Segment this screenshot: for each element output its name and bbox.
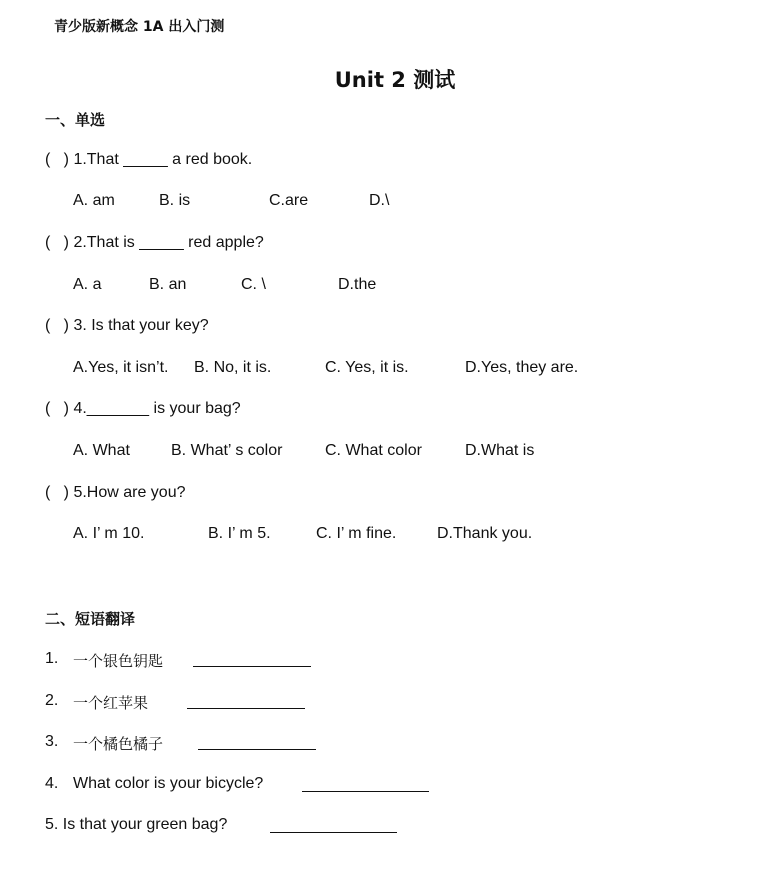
translation-3-blank[interactable] [198, 749, 316, 750]
q4-option-b: B. What’ s color [171, 442, 283, 459]
question-5: ( ) 5.How are you? [45, 484, 186, 501]
document-header: 青少版新概念 1A 出入门测 [54, 19, 225, 35]
question-4: ( ) 4._______ is your bag? [45, 400, 241, 417]
q5-option-a: A. I’ m 10. [73, 525, 145, 542]
translation-2-text: 一个红苹果 [73, 694, 149, 712]
translation-4-blank[interactable] [302, 791, 429, 792]
q3-option-d: D.Yes, they are. [465, 359, 579, 376]
translation-5-blank[interactable] [270, 832, 397, 833]
page-title: Unit 2 测试 [334, 68, 456, 92]
section-heading-single-choice: 一、单选 [45, 111, 106, 129]
translation-1-text: 一个银色钥匙 [73, 652, 164, 670]
q5-option-d: D.Thank you. [437, 525, 533, 542]
q4-option-a: A. What [73, 442, 130, 459]
question-1: ( ) 1.That _____ a red book. [45, 151, 253, 168]
translation-4-number: 4. [45, 775, 59, 792]
translation-3-number: 3. [45, 733, 59, 750]
section-heading-translation: 二、短语翻译 [45, 610, 136, 628]
translation-1-blank[interactable] [193, 666, 311, 667]
q3-option-b: B. No, it is. [194, 359, 272, 376]
translation-5-text: 5. Is that your green bag? [45, 816, 228, 833]
q5-option-b: B. I’ m 5. [208, 525, 271, 542]
q1-option-c: C.are [269, 192, 309, 209]
q2-option-b: B. an [149, 276, 187, 293]
q1-option-a: A. am [73, 192, 115, 209]
q2-option-d: D.the [338, 276, 377, 293]
question-2: ( ) 2.That is _____ red apple? [45, 234, 264, 251]
q2-option-c: C. \ [241, 276, 266, 293]
q3-option-c: C. Yes, it is. [325, 359, 409, 376]
q4-option-d: D.What is [465, 442, 535, 459]
translation-2-number: 2. [45, 692, 59, 709]
translation-1-number: 1. [45, 650, 59, 667]
translation-4-text: What color is your bicycle? [73, 775, 264, 792]
q2-option-a: A. a [73, 276, 102, 293]
q1-option-b: B. is [159, 192, 191, 209]
q1-option-d: D.\ [369, 192, 390, 209]
q3-option-a: A.Yes, it isn’t. [73, 359, 169, 376]
translation-3-text: 一个橘色橘子 [73, 735, 164, 753]
translation-2-blank[interactable] [187, 708, 305, 709]
question-3: ( ) 3. Is that your key? [45, 317, 209, 334]
q5-option-c: C. I’ m fine. [316, 525, 397, 542]
q4-option-c: C. What color [325, 442, 422, 459]
